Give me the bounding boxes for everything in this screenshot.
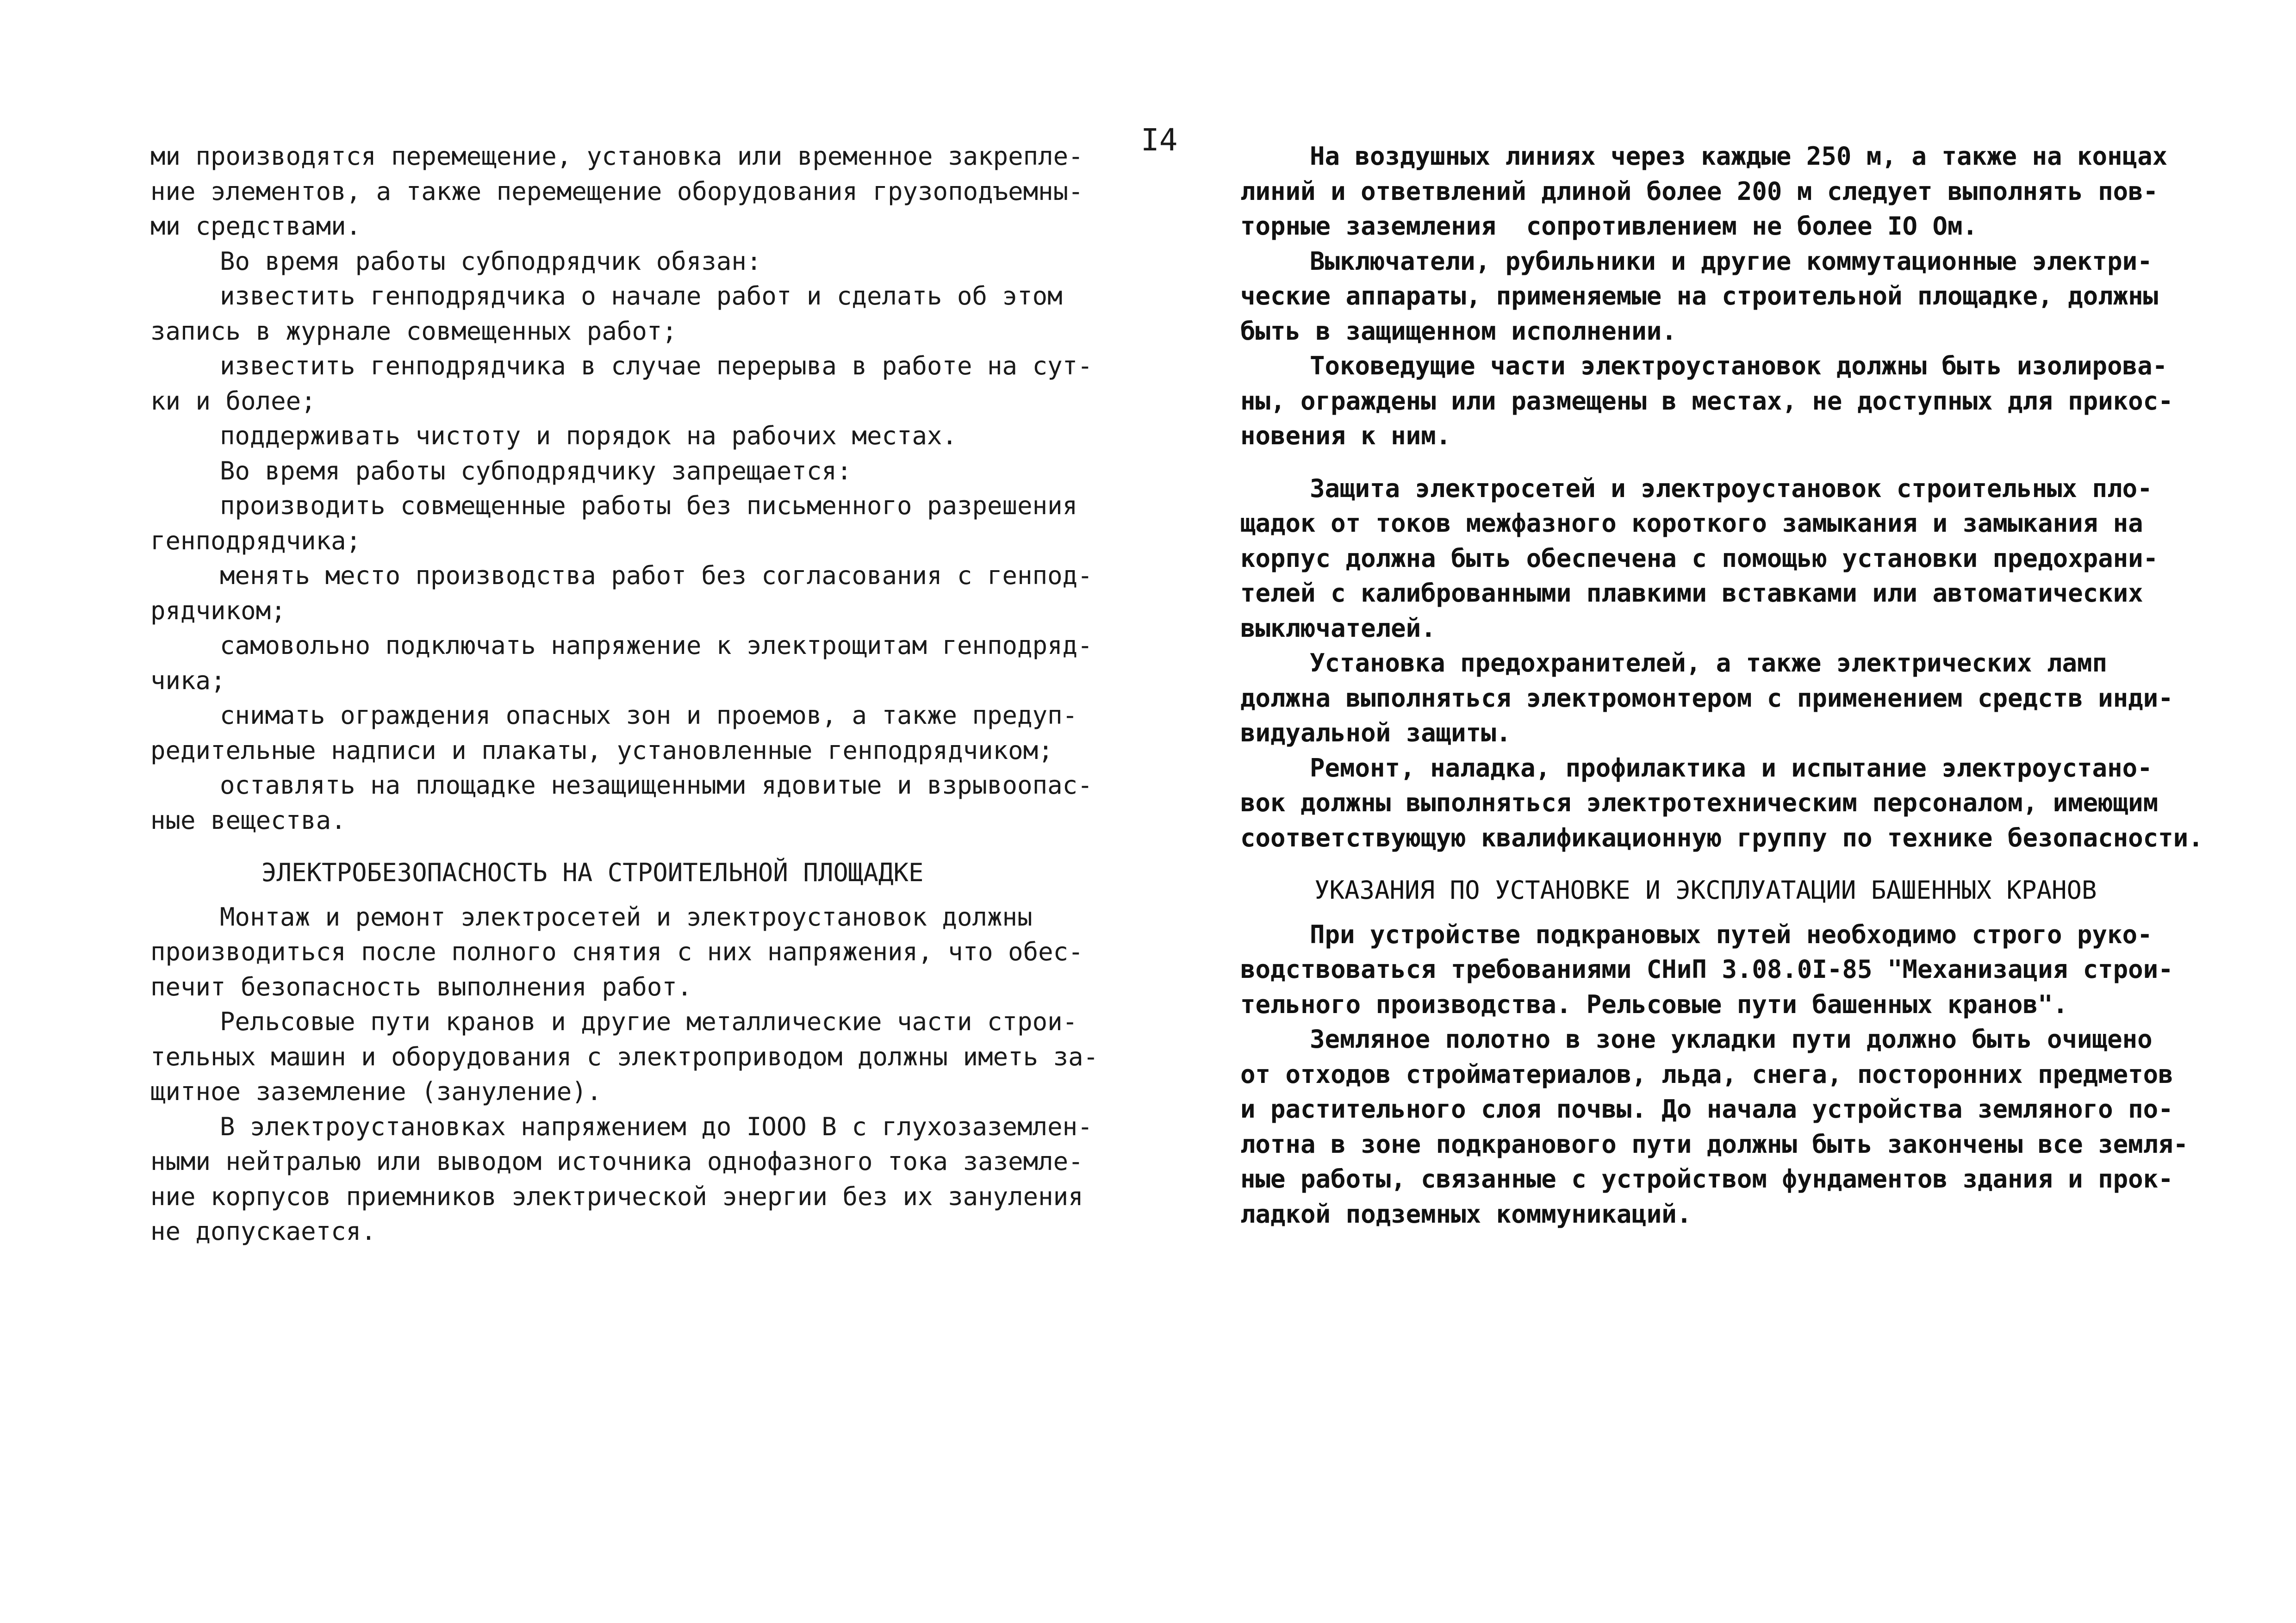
- text-line: не допускается.: [150, 1217, 376, 1246]
- text-line: должна выполняться электромонтером с применением средств инди-: [1240, 683, 2173, 713]
- text-line: ки и более;: [150, 386, 316, 416]
- text-line: ние корпусов приемников электрической энергии без их зануления: [150, 1181, 1083, 1211]
- text-line: поддерживать чистоту и порядок на рабочих местах.: [220, 421, 958, 450]
- text-line: торные заземления сопротивлением не более IO Ом.: [1240, 211, 1978, 241]
- text-line: запись в журнале совмещенных работ;: [150, 316, 677, 346]
- text-line: ми производятся перемещение, установка или временное закрепле-: [150, 142, 1083, 171]
- text-line: Выключатели, рубильники и другие коммутационные электри-: [1310, 246, 2153, 276]
- text-line: новения к ним.: [1240, 421, 1451, 450]
- text-line: ные вещества.: [150, 805, 346, 835]
- text-line: Земляное полотно в зоне укладки пути должно быть очищено: [1310, 1025, 2153, 1054]
- text-line: корпус должна быть обеспечена с помощью установки предохрани-: [1240, 543, 2159, 573]
- text-line: соответствующую квалификационную группу по технике безопасности.: [1240, 823, 2203, 852]
- text-line: Установка предохранителей, а также электрических ламп: [1310, 648, 2108, 678]
- text-line: Во время работы субподрядчику запрещается:: [220, 456, 852, 485]
- text-line: щадок от токов межфазного короткого замыкания и замыкания на: [1240, 509, 2143, 538]
- text-line: известить генподрядчика о начале работ и сделать об этом: [220, 281, 1063, 311]
- text-line: чика;: [150, 665, 226, 695]
- text-line: Защита электросетей и электроустановок строительных пло-: [1310, 473, 2153, 503]
- text-line: генподрядчика;: [150, 526, 361, 555]
- text-line: и растительного слоя почвы. До начала устройства земляного по-: [1240, 1094, 2173, 1124]
- text-line: В электроустановках напряжением до IOOO В с глухозаземлен-: [220, 1112, 1093, 1141]
- text-line: водствоваться требованиями СНиП 3.08.0I-85 "Механизация строи-: [1240, 955, 2173, 984]
- text-line: щитное заземление (зануление).: [150, 1077, 602, 1106]
- text-line: линий и ответвлений длиной более 200 м следует выполнять пов-: [1240, 176, 2159, 206]
- text-line: от отходов стройматериалов, льда, снега, посторонних предметов: [1240, 1059, 2173, 1089]
- text-line: рядчиком;: [150, 596, 286, 625]
- text-line: быть в защищенном исполнении.: [1240, 316, 1677, 346]
- text-line: тельных машин и оборудования с электроприводом должны иметь за-: [150, 1042, 1099, 1071]
- text-line: лотна в зоне подкранового пути должны быть закончены все земля-: [1240, 1129, 2189, 1159]
- text-line: оставлять на площадке незащищенными ядовитые и взрывоопас-: [220, 771, 1093, 800]
- text-line: вок должны выполняться электротехническим персоналом, имеющим: [1240, 788, 2159, 817]
- right-text-column: [1240, 139, 2203, 1231]
- text-line: На воздушных линиях через каждые 250 м, а также на концах: [1310, 142, 2168, 171]
- text-line: менять место производства работ без согласования с генпод-: [220, 561, 1093, 590]
- section-heading: УКАЗАНИЯ ПО УСТАНОВКЕ И ЭКСПЛУАТАЦИИ БАШЕННЫХ КРАНОВ: [1314, 876, 2097, 905]
- text-line: Рельсовые пути кранов и другие металлические части строи-: [220, 1007, 1078, 1036]
- text-line: Ремонт, наладка, профилактика и испытание электроустано-: [1310, 753, 2153, 783]
- text-line: видуальной защиты.: [1240, 718, 1512, 747]
- text-line: ческие аппараты, применяемые на строительной площадке, должны: [1240, 281, 2159, 311]
- text-line: самовольно подключать напряжение к электрощитам генподряд-: [220, 631, 1093, 660]
- text-line: тельного производства. Рельсовые пути башенных кранов".: [1240, 989, 2068, 1019]
- text-line: известить генподрядчика в случае перерыва в работе на сут-: [220, 351, 1093, 380]
- text-line: Во время работы субподрядчик обязан:: [220, 246, 762, 276]
- text-line: Монтаж и ремонт электросетей и электроустановок должны: [220, 902, 1033, 932]
- text-line: ми средствами.: [150, 211, 361, 241]
- section-heading: ЭЛЕКТРОБЕЗОПАСНОСТЬ НА СТРОИТЕЛЬНОЙ ПЛОЩАДКЕ: [261, 858, 924, 887]
- text-line: ные работы, связанные с устройством фундаментов здания и прок-: [1240, 1164, 2173, 1194]
- text-line: редительные надписи и плакаты, установленные генподрядчиком;: [150, 735, 1053, 765]
- text-line: выключателей.: [1240, 613, 1436, 643]
- left-text-column: [150, 139, 1099, 1249]
- text-line: производиться после полного снятия с них напряжения, что обес-: [150, 937, 1083, 966]
- page-number: I4: [1141, 122, 1178, 158]
- text-line: ладкой подземных коммуникаций.: [1240, 1199, 1692, 1229]
- text-line: ными нейтралью или выводом источника однофазного тока заземле-: [150, 1147, 1083, 1176]
- text-line: телей с калиброванными плавкими вставками или автоматических: [1240, 578, 2143, 608]
- text-line: производить совмещенные работы без письменного разрешения: [220, 491, 1078, 520]
- text-line: ны, ограждены или размещены в местах, не доступных для прикос-: [1240, 386, 2173, 416]
- text-line: ние элементов, а также перемещение оборудования грузоподъемны-: [150, 176, 1083, 206]
- text-line: Токоведущие части электроустановок должны быть изолирова-: [1310, 351, 2168, 380]
- text-line: снимать ограждения опасных зон и проемов, а также предуп-: [220, 701, 1078, 730]
- text-line: печит безопасность выполнения работ.: [150, 972, 692, 1001]
- text-line: При устройстве подкрановых путей необходимо строго руко-: [1310, 920, 2153, 949]
